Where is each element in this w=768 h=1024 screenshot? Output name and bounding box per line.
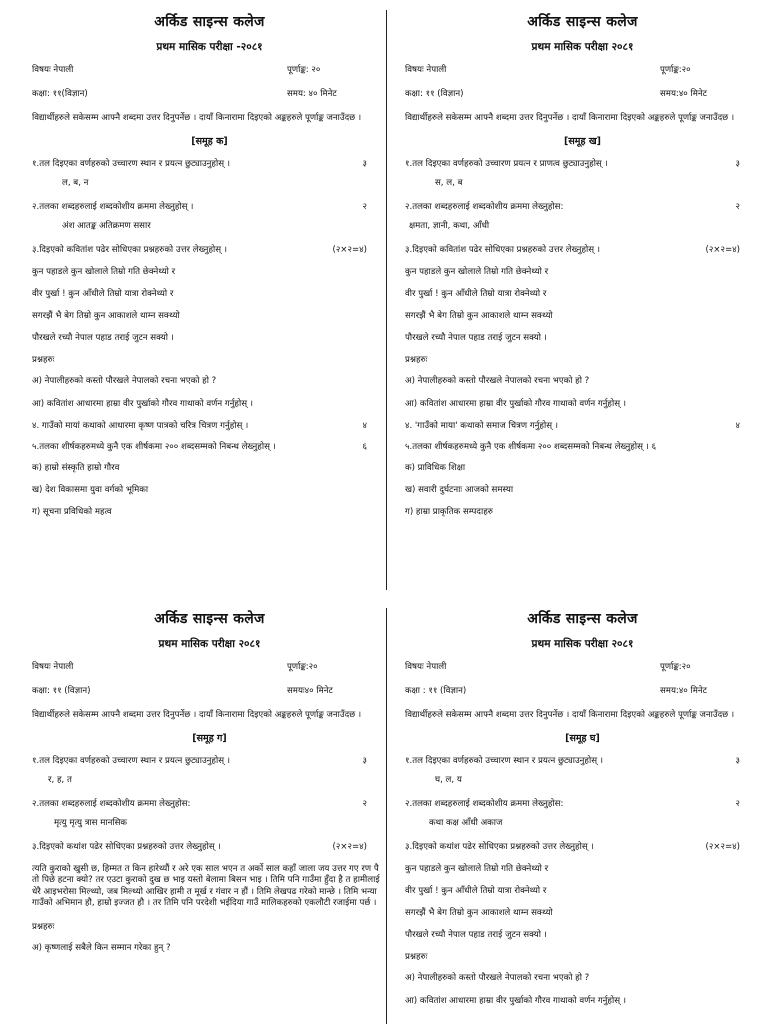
- poem-line: कुन पहाडले कुन खोलाले तिम्रो गति छेक्नेथ्यो र: [405, 863, 549, 874]
- subject: विषयः नेपाली: [32, 661, 74, 672]
- group-heading: [समूह घ]: [565, 733, 600, 745]
- exam-title: प्रथम मासिक परीक्षा २०८१: [158, 638, 261, 651]
- sub-question-a: अ) नेपालीहरुको कस्तो पौरखले नेपालको रचना भएको हो ?: [32, 376, 217, 387]
- question-1-marks: ३: [362, 755, 367, 766]
- question-2: २.तलका शब्दहरुलाई शब्दकोशीय क्रममा लेख्नुहोस: २: [405, 799, 760, 810]
- essay-topic: ग) सूचना प्रविधिको महत्व: [32, 507, 112, 518]
- question-1: १.तल दिइएका वर्णहरुको उच्चारण प्रयत्न र प्राणत्व छुट्याउनुहोस् । ३: [405, 159, 760, 170]
- essay-topic: ख) सवारी दुर्घटनाः आजको समस्या: [405, 485, 514, 496]
- exam-sheet-group-kha: [405, 13, 760, 530]
- questions-label: प्रश्नहरुः: [32, 355, 55, 366]
- full-marks: पूर्णाङ्क: २०: [287, 64, 321, 75]
- poem-line: सगरझैं भै बेग तिम्रो कुन आकाशले थाम्न सक्थ्यो: [405, 907, 553, 918]
- full-marks: पूर्णाङ्क:२०: [660, 64, 691, 75]
- question-2-marks: २: [735, 799, 740, 810]
- exam-sheet-group-ga: [32, 610, 387, 965]
- sub-question-aa: आ) कवितांश आधारमा हाम्रा वीर पुर्खाको गौरव गाथाको वर्णन गर्नुहोस् ।: [405, 995, 627, 1006]
- questions-label: प्रश्नहरुः: [32, 921, 55, 932]
- poem-line: पौरखले रच्यौ नेपाल पहाड तराई जुटन सक्यो ।: [405, 333, 547, 344]
- question-2: २.तलका शब्दहरुलाई शब्दकोशीय क्रममा लेख्नुहोस् । २: [32, 202, 387, 213]
- question-3-marks: (२×२=४): [332, 245, 367, 256]
- class: कक्षा: ११ (विज्ञान): [405, 89, 464, 99]
- group-heading: [समूह क]: [191, 136, 228, 148]
- question-1-letters: स, ल, ब: [435, 177, 463, 188]
- exam-title: प्रथम मासिक परीक्षा २०८१: [531, 638, 634, 651]
- question-1: १.तल दिइएका वर्णहरुको उच्चारण स्थान र प्रयत्न छुट्याउनुहोस् । ३: [32, 756, 387, 767]
- class: कक्षा: ११ (विज्ञान): [32, 686, 91, 696]
- full-marks: पूर्णाङ्क:२०: [287, 661, 318, 672]
- question-3-marks: (२×२=४): [705, 245, 740, 256]
- question-2-words: अंश आतङ्क अतिक्रमण ससार: [62, 221, 151, 232]
- question-4: ४. 'गाउँको माया' कथाको समाज चित्रण गर्नुहोस् । ४: [405, 421, 760, 432]
- time: समय: ४० मिनेट: [287, 89, 337, 99]
- time: समयः४० मिनेट: [287, 686, 333, 696]
- college-title: अर्किड साइन्स कलेज: [154, 14, 265, 30]
- group-heading: [समूह ग]: [192, 733, 227, 745]
- question-3-marks: (२×२=४): [332, 842, 367, 853]
- question-1-letters: र, ह, त: [48, 774, 72, 785]
- question-1-marks: ३: [735, 755, 740, 766]
- sub-question-aa: आ) कवितांश आधारमा हाम्रा वीर पुर्खाको गौरव गाथाको वर्णन गर्नुहोस् ।: [405, 398, 627, 409]
- question-5: ५.तलका शीर्षकहरुमध्ये कुनै एक शीर्षकमा २०० शब्दसम्मको निबन्ध लेख्नुहोस् । ६: [32, 442, 387, 453]
- essay-topic: क) हाम्रो संस्कृति हाम्रो गौरव: [32, 463, 120, 474]
- sub-question-a: अ) नेपालीहरुको कस्तो पौरखले नेपालको रचना भएको हो ?: [405, 973, 590, 984]
- question-5-marks: [740, 442, 760, 453]
- exam-title: प्रथम मासिक परीक्षा २०८१: [531, 41, 634, 54]
- question-2: २.तलका शब्दहरुलाई शब्दकोशीय क्रममा लेख्नुहोस: २: [32, 799, 387, 810]
- questions-label: प्रश्नहरुः: [405, 355, 428, 366]
- essay-topic: ग) हाम्रा प्राकृतिक सम्पदाहरु: [405, 507, 493, 518]
- poem-line: सगरझैं भै बेग तिम्रो कुन आकाशले थाम्न सक्थ्यो: [405, 310, 553, 321]
- sub-question-a: अ) नेपालीहरुको कस्तो पौरखले नेपालको रचना भएको हो ?: [405, 376, 590, 387]
- question-3: ३.दिइएको कथांश पढेर सोधिएका प्रश्नहरुको उत्तर लेख्नुहोस् । (२×२=४): [32, 842, 387, 853]
- instructions: विद्यार्थीहरुले सकेसम्म आफ्नै शब्दमा उत्तर दिनुपर्नेछ । दायाँ किनारामा दिइएको अङ्कहरुले पूर्णाङ्क जनाउँदछ ।: [32, 710, 362, 721]
- question-5-marks: ६: [362, 441, 367, 452]
- question-5: ५.तलका शीर्षकहरुमध्ये कुनै एक शीर्षकमा २०० शब्दसम्मको निबन्ध लेख्नुहोस् । ६: [405, 442, 760, 453]
- poem-line: वीर पुर्खा ! कुन आँधीले तिम्रो यात्रा रोक्नेथ्यो र: [32, 288, 174, 299]
- question-1-letters: ल, ब, न: [62, 177, 89, 188]
- poem-line: पौरखले रच्यौ नेपाल पहाड तराई जुटन सक्यो ।: [405, 930, 547, 941]
- question-2-marks: २: [735, 202, 740, 213]
- poem-line: वीर पुर्खा ! कुन आँधीले तिम्रो यात्रा रोक्नेथ्यो र: [405, 288, 547, 299]
- question-3: ३.दिइएको कवितांश पढेर सोधिएका प्रश्नहरुको उत्तर लेख्नुहोस् । (२×२=४): [405, 245, 760, 256]
- question-3: ३.दिइएको कथांश पढेर सोधिएका प्रश्नहरुको उत्तर लेख्नुहोस् । (२×२=४): [405, 842, 760, 853]
- instructions: विद्यार्थीहरुले सकेसम्म आफ्नै शब्दमा उत्तर दिनुपर्नेछ । दायाँ किनारामा दिइएको अङ्कहरुले पूर्णाङ्क जनाउँदछ ।: [405, 710, 735, 721]
- essay-topic: क) प्राविधिक शिक्षा: [405, 463, 466, 474]
- instructions: विद्यार्थीहरुले सकेसम्म आफ्नै शब्दमा उत्तर दिनुपर्नेछ । दायाँ किनारामा दिइएको अङ्कहरुले पूर्णाङ्क जनाउँदछ ।: [405, 113, 735, 124]
- question-4: ४. गाउँको मायां कथाको आधारमा कृष्ण पात्रको चरित्र चित्रण गर्नुहोस् । ४: [32, 421, 387, 432]
- group-heading: [समूह ख]: [564, 136, 601, 148]
- subject: विषयः नेपाली: [405, 64, 447, 75]
- college-title: अर्किड साइन्स कलेज: [527, 14, 638, 30]
- poem-line: वीर पुर्खा ! कुन आँधीले तिम्रो यात्रा रोक्नेथ्यो र: [405, 885, 547, 896]
- exam-sheet-group-gha: [405, 610, 760, 1018]
- question-4-marks: ४: [735, 420, 740, 431]
- question-2-marks: २: [362, 799, 367, 810]
- class: कक्षा: ११(विज्ञान): [32, 89, 88, 99]
- sub-question-aa: आ) कवितांश आधारमा हाम्रा वीर पुर्खाको गौरव गाथाको वर्णन गर्नुहोस् ।: [32, 398, 254, 409]
- question-2-words: क्षमता, ज्ञानी, कथा, आँधी: [409, 221, 490, 232]
- class: कक्षा : ११ (विज्ञान): [405, 686, 467, 696]
- question-2-marks: २: [362, 202, 367, 213]
- instructions: विद्यार्थीहरुले सकेसम्म आफ्नै शब्दमा उत्तर दिनुपर्नेछ । दायाँ किनारामा दिइएको अङ्कहरुले पूर्णाङ्क जनाउँदछ ।: [32, 113, 362, 124]
- poem-line: कुन पहाडले कुन खोलाले तिम्रो गति छेक्नेथ्यो र: [32, 266, 176, 277]
- question-2: २.तलका शब्दहरुलाई शब्दकोशीय क्रममा लेख्नुहोस: २: [405, 202, 760, 213]
- essay-topic: ख) देश विकासमा युवा वर्गको भूमिका: [32, 485, 149, 496]
- time: समय:४० मिनेट: [660, 686, 707, 696]
- subject: विषयः नेपाली: [405, 661, 447, 672]
- question-1-marks: ३: [362, 158, 367, 169]
- full-marks: पूर्णाङ्क:२०: [660, 661, 691, 672]
- college-title: अर्किड साइन्स कलेज: [527, 611, 638, 627]
- college-title: अर्किड साइन्स कलेज: [154, 611, 265, 627]
- question-3: ३.दिइएको कवितांश पढेर सोधिएका प्रश्नहरुको उत्तर लेख्नुहोस् । (२×२=४): [32, 245, 387, 256]
- exam-sheet-group-ka: [32, 13, 387, 530]
- question-4-marks: ४: [362, 420, 367, 431]
- question-2-words: मृत्यु मृत्यु त्रास मानसिक: [54, 818, 127, 829]
- poem-line: सगरझैं भै बेग तिम्रो कुन आकाशले थाम्न सक्थ्यो: [32, 310, 180, 321]
- question-1: १.तल दिइएका वर्णहरुको उच्चारण स्थान र प्रयत्न छुट्याउनुहोस् । ३: [32, 159, 387, 170]
- question-3-marks: (२×२=४): [705, 842, 740, 853]
- question-2-words: कथा कक्ष आँधी अकाज: [429, 818, 503, 829]
- questions-label: प्रश्नहरुः: [405, 952, 428, 963]
- exam-title: प्रथम मासिक परीक्षा -२०८१: [156, 41, 263, 54]
- question-1: १.तल दिइएका वर्णहरुको उच्चारण स्थान र प्रयत्न छुट्याउनुहोस् । ३: [405, 756, 760, 767]
- subject: विषयः नेपाली: [32, 64, 74, 75]
- story-passage: त्यति कुराको खुसी छ, हिम्मत त किन हारेथ्यौं र अरे एक साल भएन त अर्को साल कहाँ जाला जय उत्तर गए रण पै तो पिछे हटना क्यो? तर एउटा कुराको दुख छ भाइ यस्तो बेलामा बिसन भाइ । तिमि पनि गाउँमा हुँदा है त हामीलाई धेरै आइभरोसा मिल्थ्यो, जब मिल्थ्यो आखिर हामी त मूर्ख र गंवार न हौं । तिमि लेखपढ गरेको मान्छे । तिमि भन्या गाउँको अभिमान हौ, हाम्रो इज्जत हौ । तर तिमि पनि परदेशी भईदिया गाउँ मालिकहरुको एकलौटी रजाईमा पर्छ ।: [32, 863, 380, 909]
- question-1-marks: ३: [735, 158, 740, 169]
- sub-question-a: अ) कृष्णलाई सबैले किन सम्मान गरेका हुन् ?: [32, 943, 171, 954]
- poem-line: पौरखले रच्यौ नेपाल पहाड तराई जुटन सक्यो ।: [32, 333, 174, 344]
- question-1-letters: घ, ल, य: [435, 774, 462, 785]
- time: समय:४० मिनेट: [660, 89, 707, 99]
- poem-line: कुन पहाडले कुन खोलाले तिम्रो गति छेक्नेथ्यो र: [405, 266, 549, 277]
